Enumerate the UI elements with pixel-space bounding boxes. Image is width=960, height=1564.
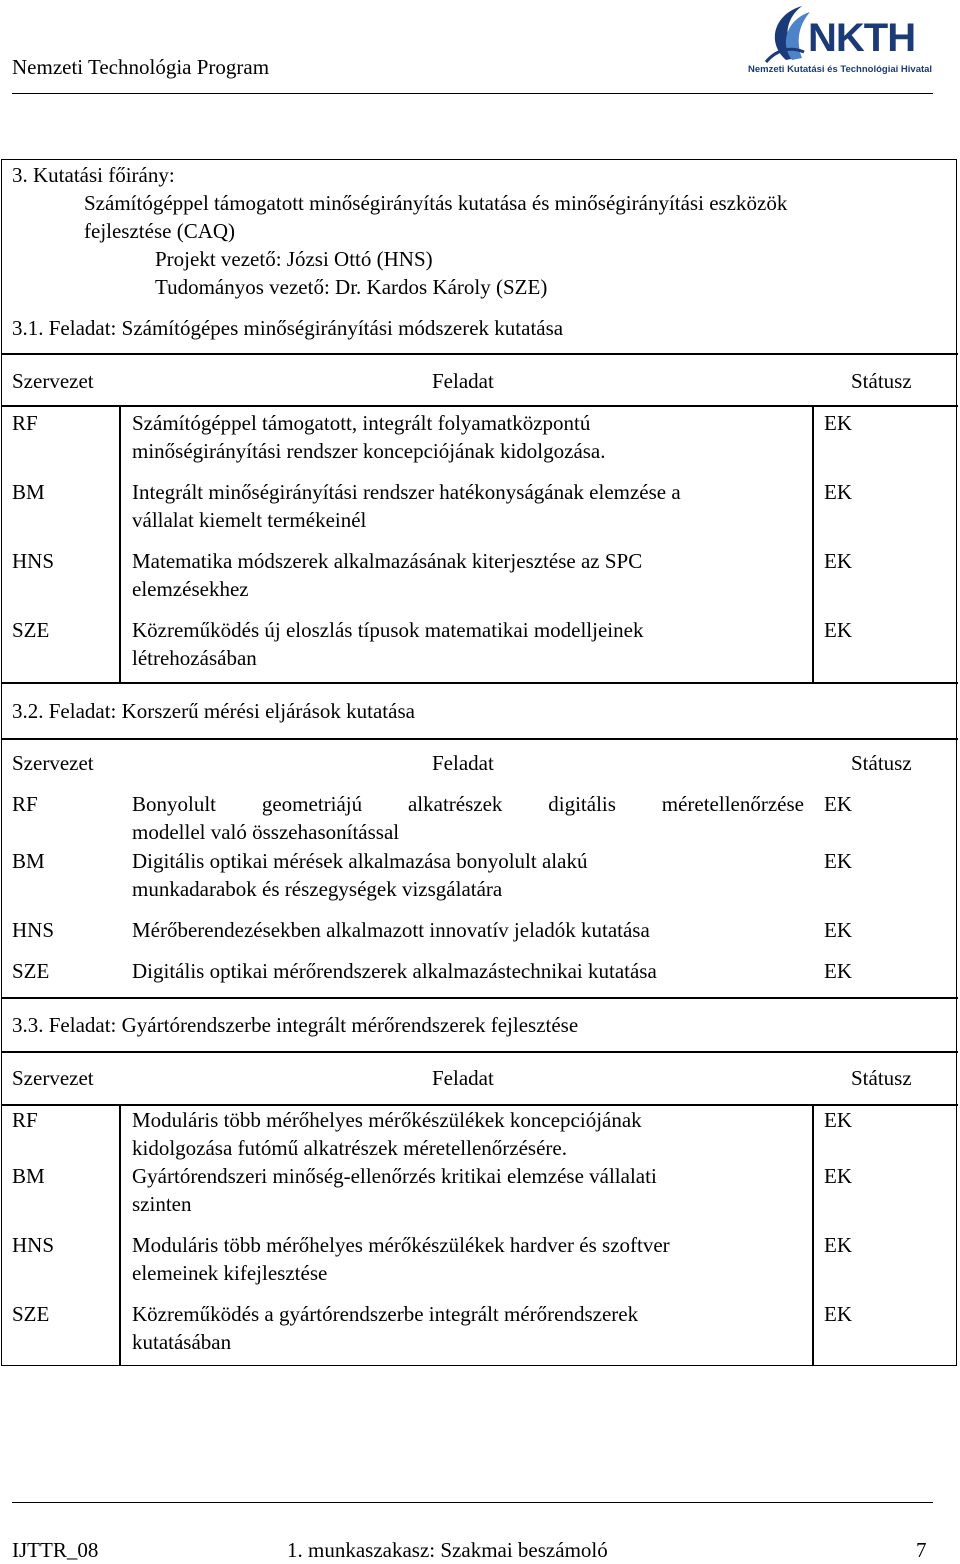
page-number: 7 bbox=[916, 1538, 927, 1562]
section-divider bbox=[1, 738, 958, 740]
column-header-org: Szervezet bbox=[12, 1066, 94, 1090]
row-org: BM bbox=[12, 480, 45, 504]
research-heading: 3. Kutatási főirány: bbox=[12, 163, 175, 187]
research-line-1: Számítógéppel támogatott minőségirányítás kutatása és minőségirányítási eszközök bbox=[84, 191, 788, 215]
row-status: EK bbox=[824, 1164, 852, 1188]
row-task-line: modellel való összehasonítással bbox=[132, 820, 400, 844]
column-header-task: Feladat bbox=[432, 751, 494, 775]
row-task-line: elemeinek kifejlesztése bbox=[132, 1261, 328, 1285]
row-task-line: szinten bbox=[132, 1192, 192, 1216]
row-task-line: elemzésekhez bbox=[132, 577, 249, 601]
column-header-task: Feladat bbox=[432, 369, 494, 393]
column-header-org: Szervezet bbox=[12, 369, 94, 393]
row-task-line: Közreműködés a gyártórendszerbe integrált mérőrendszerek bbox=[132, 1302, 639, 1326]
column-divider bbox=[119, 405, 121, 682]
row-status: EK bbox=[824, 918, 852, 942]
row-org: SZE bbox=[12, 618, 50, 642]
row-task-line: kutatásában bbox=[132, 1330, 232, 1354]
row-task-line: Matematika módszerek alkalmazásának kiterjesztése az SPC bbox=[132, 549, 643, 573]
row-status: EK bbox=[824, 959, 852, 983]
row-org: HNS bbox=[12, 549, 55, 573]
table-header-divider bbox=[1, 405, 958, 407]
logo-wordmark: NKTH bbox=[808, 16, 916, 60]
row-org: BM bbox=[12, 1164, 45, 1188]
section-title: 3.3. Feladat: Gyártórendszerbe integrált mérőrendszerek fejlesztése bbox=[12, 1013, 579, 1037]
column-divider bbox=[812, 1104, 814, 1366]
row-task-line: Moduláris több mérőhelyes mérőkészülékek hardver és szoftver bbox=[132, 1233, 670, 1257]
row-task-line: Bonyolult geometriájú alkatrészek digitális méretellenőrzése bbox=[132, 792, 804, 816]
row-org: SZE bbox=[12, 959, 50, 983]
section-title: 3.1. Feladat: Számítógépes minőségirányítási módszerek kutatása bbox=[12, 316, 564, 340]
row-task-line: Gyártórendszeri minőség-ellenőrzés kritikai elemzése vállalati bbox=[132, 1164, 657, 1188]
column-header-status: Státusz bbox=[851, 751, 912, 775]
row-status: EK bbox=[824, 618, 852, 642]
research-line-2: fejlesztése (CAQ) bbox=[84, 219, 236, 243]
footer-code: IJTTR_08 bbox=[12, 1538, 99, 1562]
column-header-org: Szervezet bbox=[12, 751, 94, 775]
row-task-line: létrehozásában bbox=[132, 646, 257, 670]
column-divider bbox=[119, 1104, 121, 1366]
section-divider bbox=[1, 997, 958, 999]
row-task-line: Mérőberendezésekben alkalmazott innovatív jeladók kutatása bbox=[132, 918, 650, 942]
row-task-line: minőségirányítási rendszer koncepciójának kidolgozása. bbox=[132, 439, 606, 463]
project-leader: Projekt vezető: Józsi Ottó (HNS) bbox=[155, 247, 433, 271]
column-header-task: Feladat bbox=[432, 1066, 494, 1090]
row-status: EK bbox=[824, 849, 852, 873]
row-status: EK bbox=[824, 1108, 852, 1132]
row-status: EK bbox=[824, 549, 852, 573]
section-title: 3.2. Feladat: Korszerű mérési eljárások kutatása bbox=[12, 699, 415, 723]
section-divider bbox=[1, 682, 958, 684]
row-task-line: Moduláris több mérőhelyes mérőkészülékek koncepciójának bbox=[132, 1108, 642, 1132]
column-divider bbox=[812, 405, 814, 682]
row-task-line: vállalat kiemelt termékeinél bbox=[132, 508, 367, 532]
section-divider bbox=[1, 353, 958, 355]
row-status: EK bbox=[824, 792, 852, 816]
row-task-line: Digitális optikai mérőrendszerek alkalmazástechnikai kutatása bbox=[132, 959, 657, 983]
row-status: EK bbox=[824, 411, 852, 435]
row-org: SZE bbox=[12, 1302, 50, 1326]
section-divider bbox=[1, 1051, 958, 1053]
header-rule bbox=[12, 93, 933, 94]
row-task-line: munkadarabok és részegységek vizsgálatára bbox=[132, 877, 503, 901]
logo-subtitle: Nemzeti Kutatási és Technológiai Hivatal bbox=[748, 64, 933, 75]
row-task-line: Integrált minőségirányítási rendszer hatékonyságának elemzése a bbox=[132, 480, 681, 504]
column-header-status: Státusz bbox=[851, 369, 912, 393]
page-header-title: Nemzeti Technológia Program bbox=[12, 55, 270, 79]
footer-rule bbox=[12, 1502, 933, 1503]
row-task-line: Számítógéppel támogatott, integrált folyamatközpontú bbox=[132, 411, 591, 435]
row-org: RF bbox=[12, 792, 38, 816]
row-status: EK bbox=[824, 1233, 852, 1257]
row-task-line: Digitális optikai mérések alkalmazása bonyolult alakú bbox=[132, 849, 588, 873]
row-org: RF bbox=[12, 411, 38, 435]
column-header-status: Státusz bbox=[851, 1066, 912, 1090]
footer-phase: 1. munkaszakasz: Szakmai beszámoló bbox=[287, 1538, 608, 1562]
row-org: HNS bbox=[12, 918, 55, 942]
scientific-leader: Tudományos vezető: Dr. Kardos Károly (SZE) bbox=[155, 275, 548, 299]
row-org: RF bbox=[12, 1108, 38, 1132]
row-org: HNS bbox=[12, 1233, 55, 1257]
row-status: EK bbox=[824, 1302, 852, 1326]
row-status: EK bbox=[824, 480, 852, 504]
row-task-line: Közreműködés új eloszlás típusok matematikai modelljeinek bbox=[132, 618, 644, 642]
row-task-line: kidolgozása futómű alkatrészek méretellenőrzésére. bbox=[132, 1136, 567, 1160]
row-org: BM bbox=[12, 849, 45, 873]
